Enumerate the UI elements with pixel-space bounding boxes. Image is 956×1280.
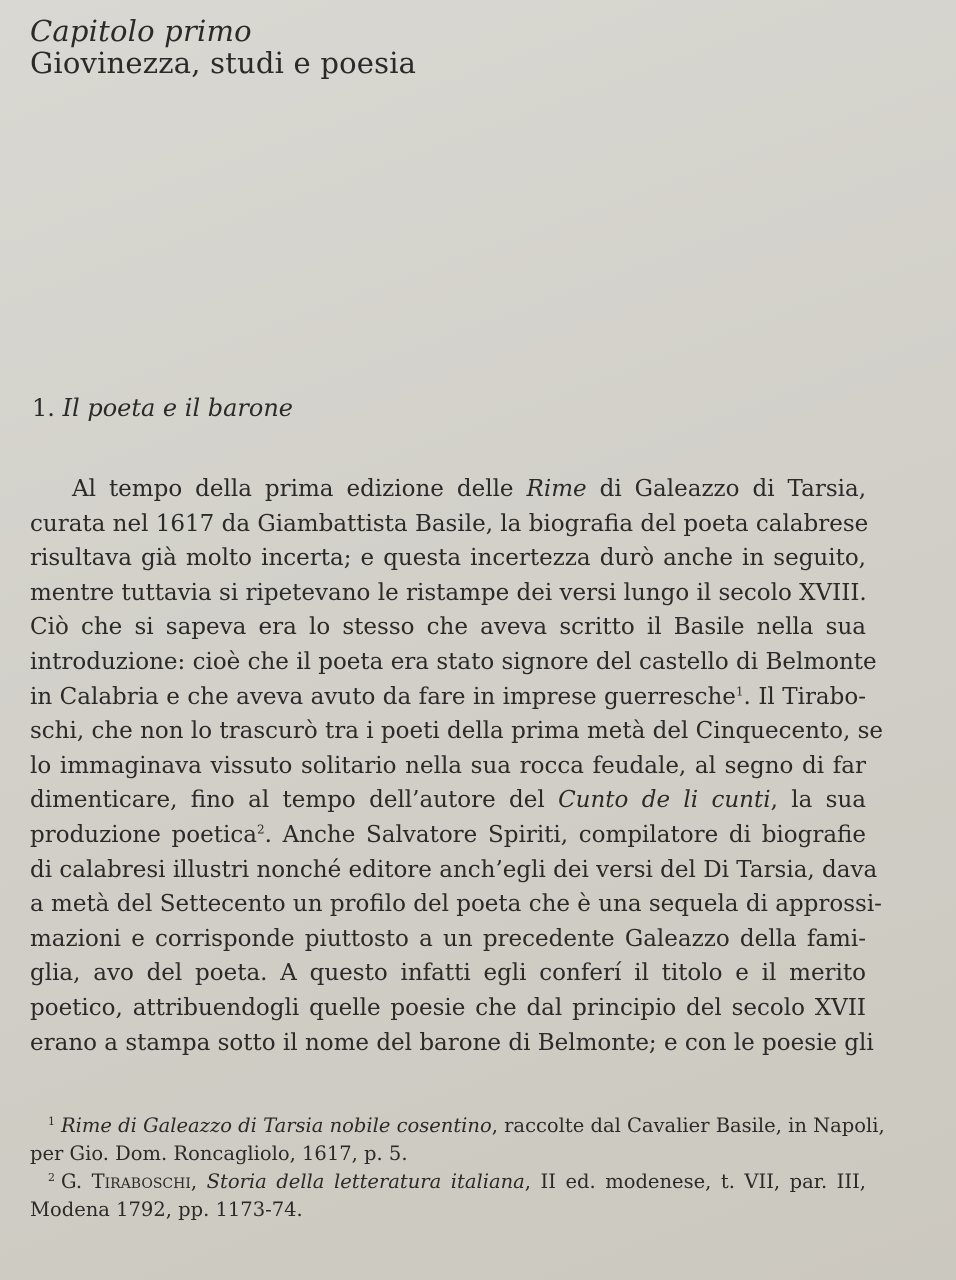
text-line: poetico, attribuendogli quelle poesie che dal principio del secolo XVII <box>30 994 866 1021</box>
section-number: 1. <box>32 394 55 422</box>
text-line: glia, avo del poeta. A questo infatti egli conferí il titolo e il merito <box>30 960 866 987</box>
text-line: mazioni e corrisponde piuttosto a un precedente Galeazzo della fami- <box>30 925 866 952</box>
section-heading <box>32 394 293 422</box>
footnote-1-cont: per Gio. Dom. Roncagliolo, 1617, p. 5. <box>30 1142 408 1165</box>
chapter-label: Capitolo primo <box>30 14 252 48</box>
text-line: a metà del Settecento un profilo del poeta che è una sequela di approssi- <box>30 891 882 918</box>
footnote-2: $^2$ G. Tiraboschi, Storia della letteratura italiana, II ed. modenese, t. VII, par. III, <box>48 1170 866 1193</box>
footnote-2-cont: Modena 1792, pp. 1173-74. <box>30 1198 303 1221</box>
footnotes <box>30 1112 885 1224</box>
text-line: risultava già molto incerta; e questa incertezza durò anche in seguito, <box>30 545 866 572</box>
section-title: Il poeta e il barone <box>62 394 293 422</box>
text-line: lo immaginava vissuto solitario nella sua rocca feudale, al segno di far <box>30 752 866 779</box>
text-line: Al tempo della prima edizione delle Rime di Galeazzo di Tarsia, <box>72 476 867 502</box>
text-line: Ciò che si sapeva era lo stesso che aveva scritto il Basile nella sua <box>30 614 866 641</box>
chapter-title: Giovinezza, studi e poesia <box>30 46 417 80</box>
footnote-marker: 2 <box>256 822 265 837</box>
footnote-marker: 1 <box>735 683 744 698</box>
body-paragraph <box>30 472 884 1060</box>
text-line: produzione poetica$^2$. Anche Salvatore Spiriti, compilatore di biografie <box>30 821 866 848</box>
text-line: dimenticare, fino al tempo dell’autore del Cunto de li cunti, la sua <box>30 787 866 814</box>
text-line: curata nel 1617 da Giambattista Basile, la biografia del poeta calabrese <box>30 510 869 537</box>
text-line: schi, che non lo trascurò tra i poeti della prima metà del Cinquecento, se <box>30 718 884 745</box>
text-line: di calabresi illustri nonché editore anch’egli dei versi del Di Tarsia, dava <box>30 856 878 883</box>
text-line: erano a stampa sotto il nome del barone di Belmonte; e con le poesie gli <box>30 1029 874 1056</box>
text-line: in Calabria e che aveva avuto da fare in imprese guerresche$^1$. Il Tirabo- <box>30 683 866 710</box>
text-line: introduzione: cioè che il poeta era stato signore del castello di Belmonte <box>30 648 877 675</box>
text-line: mentre tuttavia si ripetevano le ristampe dei versi lungo il secolo XVIII. <box>30 579 867 606</box>
footnote-1: $^1$ Rime di Galeazzo di Tarsia nobile cosentino, raccolte dal Cavalier Basile, in Napoli, <box>48 1114 885 1137</box>
